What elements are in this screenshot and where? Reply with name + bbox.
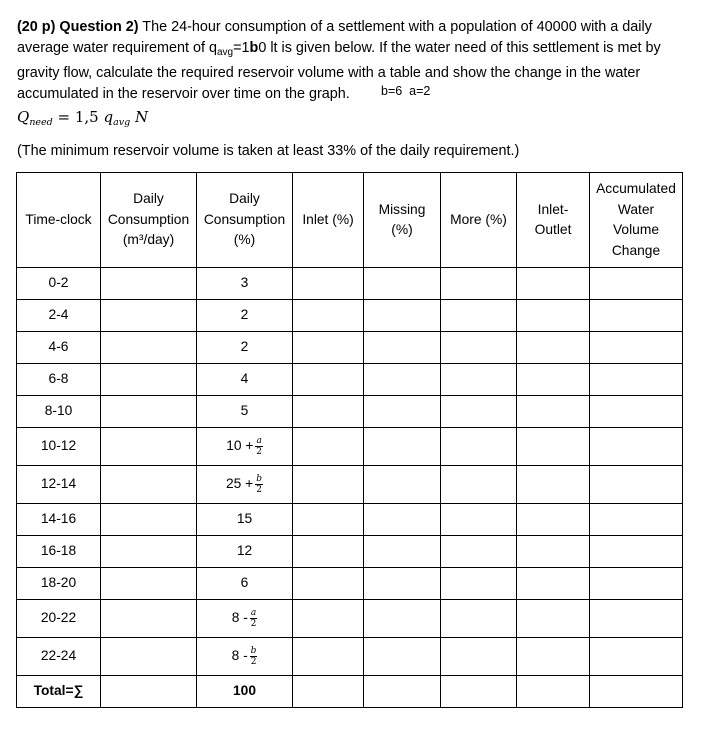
cell-m3 <box>101 676 197 708</box>
note-text: (The minimum reservoir volume is taken at least 33% of the daily requirement.) <box>17 143 520 159</box>
fraction-num: a <box>256 435 262 446</box>
cell-inlet <box>293 332 364 364</box>
table-row <box>17 396 683 428</box>
header-missing: Missing (%) <box>364 173 441 268</box>
cell-accumulated <box>590 396 683 428</box>
cell-time: 0-2 <box>17 268 101 300</box>
cell-m3 <box>101 300 197 332</box>
cell-inlet-outlet <box>517 332 590 364</box>
table-row <box>17 638 683 676</box>
cell-pct <box>197 428 293 466</box>
table-row <box>17 536 683 568</box>
table-row <box>17 300 683 332</box>
cell-more <box>441 466 517 504</box>
header-more: More (%) <box>441 173 517 268</box>
cell-time: 20-22 <box>17 600 101 638</box>
question-body-2: lt is given below. If the water need of this settlement is met by gravity flow, calculate the required reservoir volume with a table and show the change in the water accumulated in the reservoir over time on the graph. <box>17 39 661 102</box>
cell-time: 16-18 <box>17 536 101 568</box>
cell-time: 4-6 <box>17 332 101 364</box>
cell-missing <box>364 364 441 396</box>
cell-accumulated <box>590 428 683 466</box>
total-row <box>17 676 683 708</box>
cell-inlet <box>293 364 364 396</box>
cell-inlet <box>293 396 364 428</box>
cell-inlet <box>293 536 364 568</box>
table-row <box>17 268 683 300</box>
cell-m3 <box>101 396 197 428</box>
cell-m3 <box>101 428 197 466</box>
cell-m3 <box>101 364 197 396</box>
formula-qavg: q <box>103 108 114 126</box>
cell-missing <box>364 504 441 536</box>
cell-pct: 4 <box>197 364 293 396</box>
header-cons-m3: Daily Consumption (m³/day) <box>101 173 197 268</box>
question-eq: =1 <box>233 39 250 56</box>
cell-m3 <box>101 600 197 638</box>
cell-pct: 2 <box>197 300 293 332</box>
formula-q-sub: need <box>29 117 53 128</box>
cell-missing <box>364 638 441 676</box>
cell-m3 <box>101 268 197 300</box>
cell-more <box>441 504 517 536</box>
cell-pct <box>197 638 293 676</box>
header-cons-pct: Daily Consumption (%) <box>197 173 293 268</box>
fraction-den: 2 <box>256 484 262 495</box>
cell-inlet <box>293 428 364 466</box>
cell-accumulated <box>590 568 683 600</box>
table-row <box>17 332 683 364</box>
cell-inlet-outlet <box>517 676 590 708</box>
cell-m3 <box>101 466 197 504</box>
total-pct: 100 <box>197 676 293 708</box>
cell-m3 <box>101 504 197 536</box>
cell-time: 8-10 <box>17 396 101 428</box>
header-inlet: Inlet (%) <box>293 173 364 268</box>
table-row <box>17 568 683 600</box>
cell-accumulated <box>590 536 683 568</box>
fraction <box>255 475 263 495</box>
cell-accumulated <box>590 504 683 536</box>
question-zero: 0 <box>258 39 267 56</box>
header-time: Time-clock <box>17 173 101 268</box>
cell-pct <box>197 600 293 638</box>
cell-accumulated <box>590 268 683 300</box>
question-number: (20 p) Question 2) <box>17 19 139 35</box>
expr-base: 8 - <box>231 648 248 664</box>
cell-missing <box>364 568 441 600</box>
question-bold-b: b <box>249 39 259 56</box>
formula-eq: = 1,5 <box>52 108 104 126</box>
fraction <box>250 609 257 629</box>
table-row <box>17 428 683 466</box>
cell-time: 6-8 <box>17 364 101 396</box>
cell-more <box>441 396 517 428</box>
cell-time: 2-4 <box>17 300 101 332</box>
cell-inlet-outlet <box>517 268 590 300</box>
cell-inlet-outlet <box>517 396 590 428</box>
cell-more <box>441 300 517 332</box>
cell-pct: 12 <box>197 536 293 568</box>
fraction-den: 2 <box>250 656 257 667</box>
cell-inlet <box>293 466 364 504</box>
cell-inlet-outlet <box>517 364 590 396</box>
cell-more <box>441 568 517 600</box>
cell-accumulated <box>590 332 683 364</box>
cell-pct: 2 <box>197 332 293 364</box>
cell-inlet-outlet <box>517 428 590 466</box>
cell-inlet <box>293 638 364 676</box>
question-body-1: The 24-hour consumption of a settlement with a population of 40000 with a daily average water requirement of q <box>17 19 652 56</box>
cell-m3 <box>101 638 197 676</box>
cell-inlet-outlet <box>517 638 590 676</box>
cell-inlet <box>293 568 364 600</box>
cell-time: 12-14 <box>17 466 101 504</box>
cell-missing <box>364 536 441 568</box>
cell-missing <box>364 466 441 504</box>
cell-inlet-outlet <box>517 504 590 536</box>
cell-pct: 15 <box>197 504 293 536</box>
header-inlet-outlet: Inlet- Outlet <box>517 173 590 268</box>
cell-pct <box>197 466 293 504</box>
cell-more <box>441 600 517 638</box>
cell-pct: 5 <box>197 396 293 428</box>
expr-base: 8 - <box>231 610 248 626</box>
cell-more <box>441 638 517 676</box>
cell-m3 <box>101 332 197 364</box>
cell-inlet <box>293 300 364 332</box>
cell-accumulated <box>590 676 683 708</box>
parameters: b=6 a=2 <box>381 84 431 98</box>
consumption-table <box>16 172 683 708</box>
fraction-den: 2 <box>256 446 262 457</box>
cell-inlet-outlet <box>517 300 590 332</box>
formula-qavg-sub: avg <box>113 117 131 128</box>
expr-base: 10 + <box>226 438 254 454</box>
table-row <box>17 466 683 504</box>
cell-accumulated <box>590 364 683 396</box>
cell-time: 14-16 <box>17 504 101 536</box>
total-label: Total=∑ <box>17 676 101 708</box>
cell-inlet <box>293 268 364 300</box>
cell-more <box>441 268 517 300</box>
cell-time: 10-12 <box>17 428 101 466</box>
table-row <box>17 504 683 536</box>
cell-m3 <box>101 568 197 600</box>
fraction-den: 2 <box>250 618 257 629</box>
cell-more <box>441 536 517 568</box>
cell-more <box>441 364 517 396</box>
cell-inlet <box>293 600 364 638</box>
cell-more <box>441 332 517 364</box>
fraction <box>250 647 258 667</box>
fraction-num: a <box>250 607 257 618</box>
cell-time: 22-24 <box>17 638 101 676</box>
cell-more <box>441 676 517 708</box>
question-q-subscript: avg <box>216 46 234 58</box>
table-row <box>17 364 683 396</box>
expr-base: 25 + <box>225 476 254 492</box>
cell-inlet <box>293 676 364 708</box>
question-text <box>17 17 687 104</box>
cell-accumulated <box>590 600 683 638</box>
cell-accumulated <box>590 638 683 676</box>
cell-more <box>441 428 517 466</box>
cell-pct: 3 <box>197 268 293 300</box>
cell-missing <box>364 268 441 300</box>
cell-inlet-outlet <box>517 466 590 504</box>
cell-inlet-outlet <box>517 600 590 638</box>
cell-missing <box>364 332 441 364</box>
cell-time: 18-20 <box>17 568 101 600</box>
formula <box>17 108 148 128</box>
cell-missing <box>364 396 441 428</box>
fraction <box>255 437 262 457</box>
cell-missing <box>364 300 441 332</box>
cell-pct: 6 <box>197 568 293 600</box>
header-accumulated: Accumulated Water Volume Change <box>590 173 683 268</box>
cell-missing <box>364 676 441 708</box>
cell-missing <box>364 428 441 466</box>
fraction-num: b <box>250 645 257 656</box>
cell-missing <box>364 600 441 638</box>
header-row <box>17 173 683 268</box>
formula-q: Q <box>17 108 30 126</box>
cell-inlet-outlet <box>517 568 590 600</box>
cell-inlet-outlet <box>517 536 590 568</box>
cell-inlet <box>293 504 364 536</box>
cell-m3 <box>101 536 197 568</box>
cell-accumulated <box>590 466 683 504</box>
table-row <box>17 600 683 638</box>
formula-n: N <box>130 108 149 126</box>
fraction-num: b <box>256 473 262 484</box>
cell-accumulated <box>590 300 683 332</box>
